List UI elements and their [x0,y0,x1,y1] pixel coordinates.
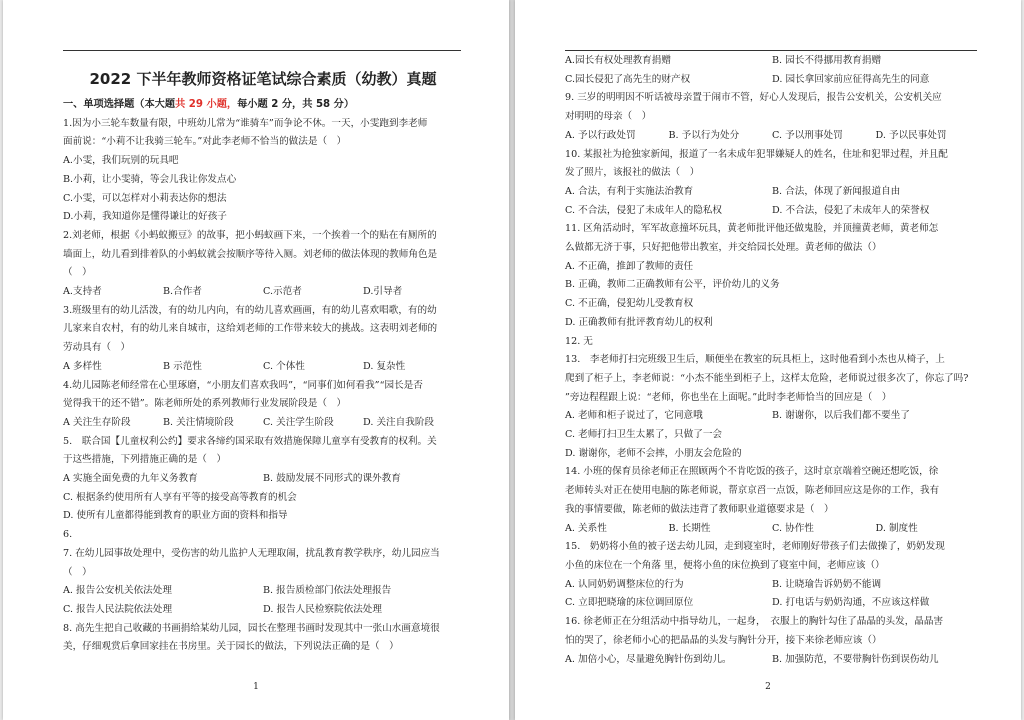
option-a: A 多样性 [63,360,102,372]
option-b: B. 予以行为处分 [668,129,740,141]
option-c: C.示范者 [263,286,302,298]
question-stem-line: 劳动具有（ ） [63,342,131,354]
question-stem-line: （ ） [63,566,92,578]
options-row [565,520,979,539]
option-b: B. 谢谢你，以后我们都不要坐了 [772,410,910,422]
options-row [565,576,979,595]
option-d: D. 谢谢你，老师不会摔，小朋友会危险的 [565,447,742,459]
question-stem-line: 儿家来自农村，有的幼儿来自城市，这给刘老师的工作带来较大的挑战。这表明刘老师的 [63,323,438,335]
option-a: A. 加倍小心，尽量避免胸针伤到幼儿。 [565,653,732,665]
option-b: B.合作者 [163,286,202,298]
options-row [565,71,979,90]
option-c: C. 老师打扫卫生太累了，只做了一会 [565,429,723,441]
option-d: D. 园长拿回家前应征得高先生的同意 [772,73,930,85]
page-number: 1 [253,682,259,692]
question-8-options [565,52,979,89]
question-9 [565,89,979,145]
question-stem-line: 面前说：“小莉不让我骑三轮车。”对此李老师不恰当的做法是（ ） [63,136,347,148]
option-c: C. 报告人民法院依法处理 [63,603,173,615]
option-d: D. 复杂性 [363,360,406,372]
question-10 [565,146,979,221]
question-stem-line: 对明明的母亲（ ） [565,111,652,123]
question-5 [63,433,463,527]
question-stem-line: 14. 小班的保育员徐老师正在照顾两个不肯吃饭的孩子，这时京京端着空碗还想吃饭，徐 [565,466,939,478]
question-stem-line: 老师转头对正在使用电脑的陈老师说，帮京京舀一点饭，陈老师回应这是你的工作，我有 [565,485,940,497]
question-stem-line: 13. 李老师打扫完班级卫生后，顺便坐在教室的玩具柜上，这时他看到小杰也从椅子，上 [565,354,945,366]
question-stem-line: 15. 奶奶将小鱼的被子送去幼儿园，走到寝室时，老师刚好带孩子们去做操了，奶奶发现 [565,541,945,553]
page-1 [3,0,509,720]
options-row [565,651,979,670]
options-row [63,414,463,433]
question-stem-line: 12. 无 [565,335,593,347]
option-a: A.支持者 [63,286,102,298]
question-stem-line: 觉得我干的还不错”。陈老师所处的系列教师行业发展阶段是（ ） [63,398,347,410]
question-stem-line: 6. [63,529,73,541]
options-row [63,582,463,601]
question-stem-line: ”旁边程程跟上说：“老师，你也坐在上面呢。”此时李老师恰当的回应是（ ） [565,391,892,403]
question-13 [565,351,979,463]
option-d: D. 使所有儿童都得能到教育的职业方面的资料和指导 [63,510,288,522]
option-c: C.园长侵犯了高先生的财产权 [565,73,691,85]
question-4 [63,377,463,433]
option-c: C. 不合法，侵犯了未成年人的隐私权 [565,204,723,216]
question-1 [63,115,463,227]
question-stem-line: 3.班级里有的幼儿活泼，有的幼儿内向，有的幼儿喜欢画画，有的幼儿喜欢唱歌，有的幼 [63,304,437,316]
option-b: B. 报告质检部门依法处理报告 [263,585,392,597]
question-15 [565,538,979,613]
header-rule [565,50,977,51]
question-stem-line: 4.幼儿园陈老师经常在心里琢磨，“小朋友们喜欢我吗”，“同事们如何看我”“园长是否 [63,379,423,391]
option-d: D. 打电话与奶奶沟通，不应该这样做 [772,597,930,609]
option-c: C.小雯，可以怎样对小莉表达你的想法 [63,192,227,204]
question-6 [63,526,463,545]
section-heading-prefix: 一、单项选择题（本大题 [63,99,176,110]
option-b: B.小莉，让小雯骑，等会儿我让你发点心 [63,173,237,185]
option-a: A. 不正确，推卸了教师的责任 [565,260,694,272]
question-stem-line: 7. 在幼儿园事故处理中，受伤害的幼儿监护人无理取闹，扰乱教育教学秩序，幼儿园应当 [63,547,440,559]
question-16 [565,613,979,669]
question-stem-line: 美，仔细观赏后拿回家挂在书房里。关于园长的做法，下列说法正确的是（ ） [63,641,399,653]
option-c: C. 根据条约使用所有人享有平等的接受高等教育的机会 [63,491,297,503]
question-11 [565,220,979,332]
question-stem-line: 16. 徐老师正在分组活动中指导幼儿，一起身， 衣服上的胸针勾住了晶晶的头发，晶晶害 [565,616,944,628]
question-stem-line: （ ） [63,267,92,279]
question-8 [63,620,463,657]
option-d: D. 制度性 [875,522,918,534]
option-a: A.园长有权处理教育捐赠 [565,55,671,66]
option-a: A. 报告公安机关依法处理 [63,585,172,597]
options-row [565,183,979,202]
option-b: B. 让晓瑜告诉奶奶不能调 [772,578,882,590]
option-d: D. 报告人民检察院依法处理 [263,603,382,615]
option-d: D.引导者 [363,286,403,298]
option-a: A. 关系性 [565,522,607,534]
question-stem-line: 9. 三岁的明明因不听话被母亲置于闹市不管，好心人发现后，报告公安机关，公安机关应 [565,92,942,104]
option-c: C. 立即把晓瑜的床位调回原位 [565,597,694,609]
option-b: B. 加强防范，不要带胸针伤到误伤幼儿 [772,653,939,665]
question-7 [63,545,463,620]
question-stem-line: 2.刘老师，根据《小蚂蚁搬豆》的故事，把小蚂蚁画下来，一个挨着一个的贴在有厕所的 [63,229,437,241]
option-a: A. 认同奶奶调整床位的行为 [565,578,684,590]
page-number: 2 [765,682,771,692]
question-stem-line: 于这些措施，下列措施正确的是（ ） [63,454,227,466]
options-row [565,202,979,221]
options-row [63,358,463,377]
option-a: A. 老师和柜子说过了，它同意哦 [565,410,703,422]
question-14 [565,463,979,538]
option-d: D. 予以民事处罚 [875,129,947,141]
option-a: A. 合法，有利于实施法治教育 [565,185,694,197]
question-stem-line: 小鱼的床位在一个角落 里，便将小鱼的床位换到了寝室中间，老师应该（） [565,559,885,571]
option-a: A 关注生存阶段 [63,416,131,428]
option-b: B 示范性 [163,360,202,372]
option-c: C. 协作性 [772,522,814,534]
question-stem-line: 8. 高先生把自己收藏的书画捐给某幼儿园，园长在整理书画时发现其中一张山水画意境很 [63,622,440,634]
option-b: B. 鼓励发展不同形式的课外教育 [263,473,401,485]
options-row [63,470,463,489]
section-heading-highlight: 共 29 小题， [175,99,238,110]
question-stem-line: 爬到了柜子上，李老师说：“小杰不能坐到柜子上，这样太危险，老师说过很多次了，你忘了吗? [565,372,969,384]
page-2-content [565,52,979,669]
question-12 [565,333,979,352]
question-stem-line: 1.因为小三轮车数量有限，中班幼儿常为“谁骑车”而争论不休。一天，小雯跑到李老师 [63,117,428,129]
options-row [565,594,979,613]
options-row [565,52,979,71]
option-c: C. 予以刑事处罚 [772,129,843,141]
options-row [63,601,463,620]
option-d: D. 不合法，侵犯了未成年人的荣誉权 [772,204,930,216]
option-c: C. 个体性 [263,360,305,372]
options-row [565,407,979,426]
options-row [565,127,979,146]
option-b: B. 关注情境阶段 [163,416,234,428]
exam-title: 2022 下半年教师资格证笔试综合素质（幼教）真题 [89,70,437,88]
option-d: D. 关注自我阶段 [363,416,435,428]
option-a: A.小雯，我们玩别的玩具吧 [63,155,179,167]
option-a: A 实施全面免费的九年义务教育 [63,473,198,485]
options-row [63,283,463,302]
page-1-content [63,66,463,657]
page-2 [515,0,1021,720]
question-stem-line: 10. 某报社为抢独家新闻，报道了一名未成年犯罪嫌疑人的姓名，住址和犯罪过程，并且配 [565,148,948,160]
option-a: A. 予以行政处罚 [565,129,636,141]
question-2 [63,227,463,302]
question-stem-line: 我的事情要做，陈老师的做法违背了教师职业道德要求是（ ） [565,503,834,515]
question-stem-line: 怕的哭了，徐老师小心的把晶晶的头发与胸针分开，接下来徐老师应该（） [565,634,882,646]
option-c: C. 关注学生阶段 [263,416,334,428]
option-d: D.小莉，我知道你是懂得谦让的好孩子 [63,211,227,223]
option-b: B. 园长不得挪用教育捐赠 [772,55,882,66]
section-heading-suffix: 每小题 2 分，共 58 分） [237,99,355,110]
question-3 [63,302,463,377]
option-d: D. 正确教师有批评教育幼儿的权利 [565,316,713,328]
section-heading [63,96,463,115]
option-c: C. 不正确，侵犯幼儿受教育权 [565,298,694,310]
question-stem-line: 墙面上，幼儿看到排着队的小蚂蚁就会按顺序等待入厕。刘老师的做法体现的教师角色是 [63,248,438,260]
option-b: B. 正确，教师二正确教师有公平，评价幼儿的义务 [565,279,780,291]
option-b: B. 合法，体现了新闻报道自由 [772,185,901,197]
question-stem-line: 发了照片，该报社的做法（ ） [565,167,700,179]
question-stem-line: 5. 联合国【儿童权利公约】要求各缔约国采取有效措施保障儿童享有受教育的权利。关 [63,435,437,447]
question-stem-line: 么做都无济于事，只好把他带出教室，并交给园长处理。黄老师的做法（） [565,242,882,254]
header-rule [63,50,461,51]
question-stem-line: 11. 区角活动时，军军故意撞坏玩具，黄老师批评他还做鬼脸，并顶撞黄老师，黄老师怎 [565,223,939,235]
option-b: B. 长期性 [668,522,711,534]
